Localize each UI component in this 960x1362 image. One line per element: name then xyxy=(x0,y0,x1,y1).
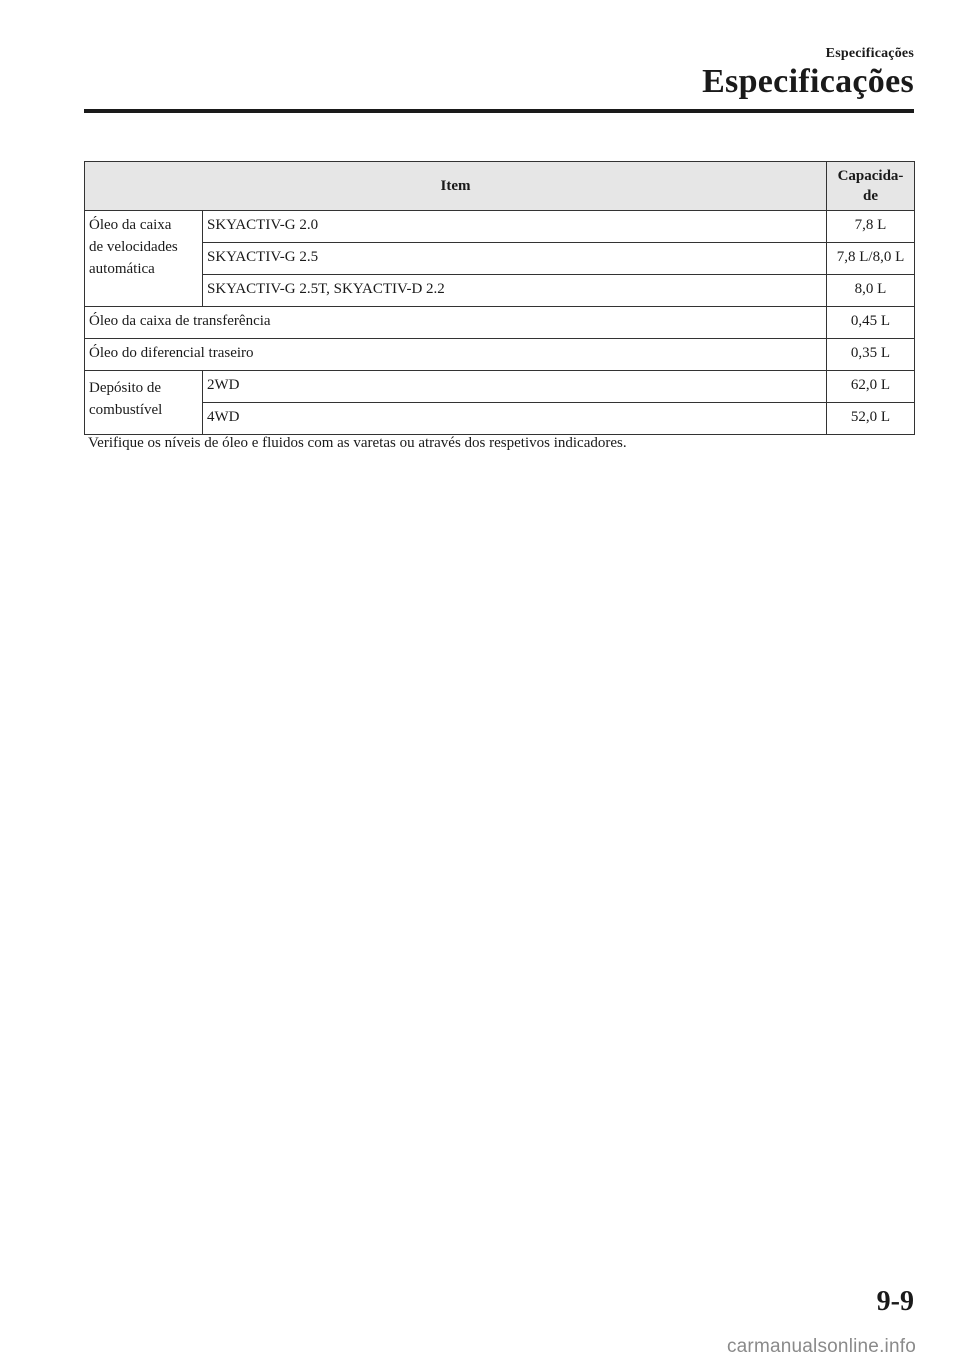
row-value: 62,0 L xyxy=(827,371,915,403)
row-label: SKYACTIV-G 2.0 xyxy=(203,211,827,243)
watermark: carmanualsonline.info xyxy=(726,1336,916,1357)
note-text: Verifique os níveis de óleo e fluidos com as varetas ou através dos respetivos indicadores. xyxy=(88,435,627,451)
page-number: 9-9 xyxy=(876,1286,914,1317)
header-capacity: Capacida- de xyxy=(827,162,915,211)
table-row xyxy=(85,403,915,435)
table-row xyxy=(85,243,915,275)
row-value: 0,45 L xyxy=(827,307,915,339)
row-value: 7,8 L/8,0 L xyxy=(827,243,915,275)
header-item: Item xyxy=(85,162,827,211)
row-label: SKYACTIV-G 2.5T, SKYACTIV-D 2.2 xyxy=(203,275,827,307)
row-label: SKYACTIV-G 2.5 xyxy=(203,243,827,275)
chapter-title: Especificações xyxy=(702,63,914,100)
table-row xyxy=(85,211,915,243)
row-value: 7,8 L xyxy=(827,211,915,243)
section-label: Especificações xyxy=(825,46,914,61)
row-label: 4WD xyxy=(203,403,827,435)
group-automatic-transmission-oil: Óleo da caixa de velocidades automática xyxy=(85,211,203,307)
table-row xyxy=(85,371,915,403)
table-row xyxy=(85,339,915,371)
row-label: Óleo do diferencial traseiro xyxy=(85,339,827,371)
capacities-table xyxy=(84,161,915,435)
row-label: 2WD xyxy=(203,371,827,403)
header-rule xyxy=(84,109,914,113)
row-value: 52,0 L xyxy=(827,403,915,435)
group-fuel-tank: Depósito de combustível xyxy=(85,371,203,435)
table-row xyxy=(85,275,915,307)
row-value: 0,35 L xyxy=(827,339,915,371)
table-header-row xyxy=(85,162,915,211)
table-row xyxy=(85,307,915,339)
row-value: 8,0 L xyxy=(827,275,915,307)
row-label: Óleo da caixa de transferência xyxy=(85,307,827,339)
